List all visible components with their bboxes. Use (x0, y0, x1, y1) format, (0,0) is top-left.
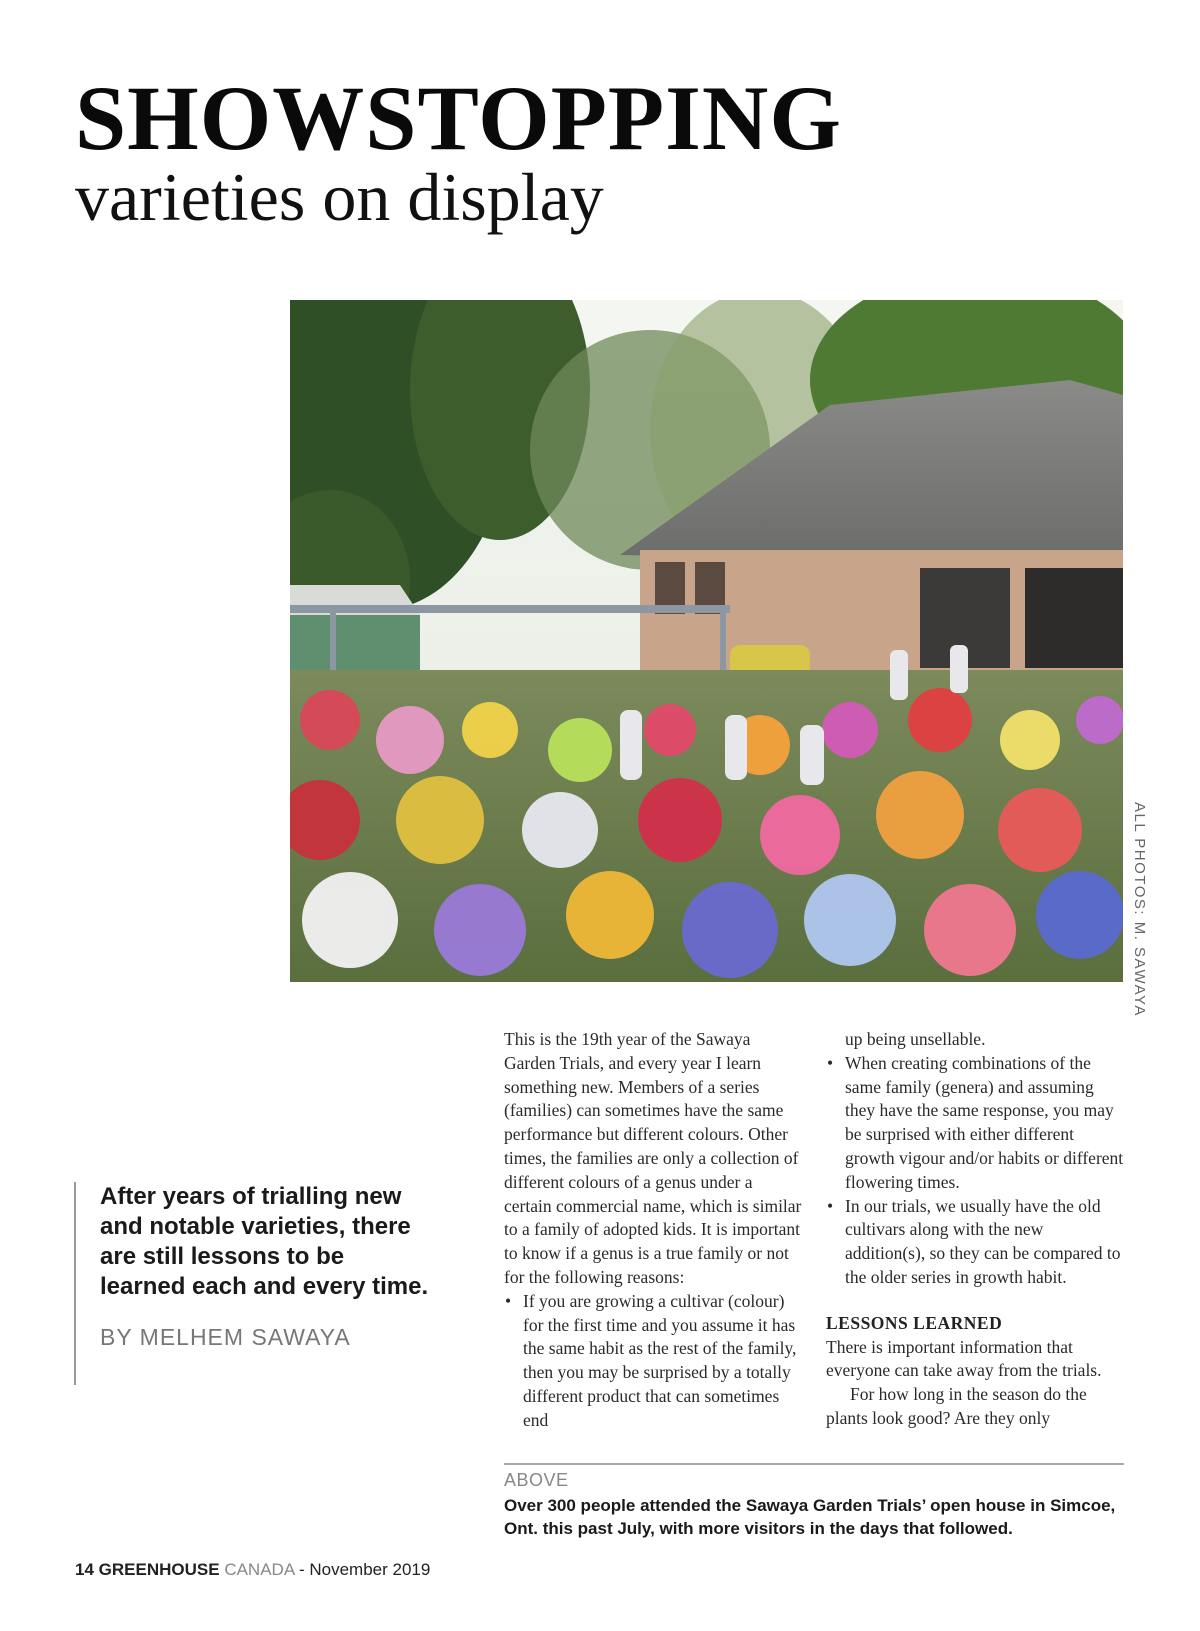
photo-credit (1128, 802, 1150, 1017)
garden-trials-photo (290, 300, 1123, 982)
headline: SHOWSTOPPING (75, 67, 842, 169)
pull-quote: After years of trialling new and notable varieties, there are still lessons to be learned each and every time. (100, 1183, 429, 1300)
issue-date: - November 2019 (298, 1560, 431, 1579)
caption-label: ABOVE (504, 1470, 569, 1490)
reasons-list-continued (826, 1052, 1124, 1290)
reasons-list (504, 1290, 802, 1433)
page-footer (75, 1560, 430, 1580)
page-number: 14 (75, 1560, 94, 1579)
lessons-paragraph-2: For how long in the season do the plants look good? Are they only (826, 1384, 1087, 1428)
continued-text: up being unsellable. (845, 1029, 986, 1049)
list-item: • When creating combinations of the same family (genera) and assuming they have the same response, you may be surprised with either different growth vigour and/or habits or different flowering times. (826, 1052, 1124, 1195)
intro-paragraph: This is the 19th year of the Sawaya Garden Trials, and every year I learn something new. Members of a series (families) can sometimes have the same performance but different colours. Other times, the families are only a collection of different colours of a genus under a certain commercial name, which is similar to a family of adopted kids. It is important to know if a genus is a true family or not for the following reasons: (504, 1029, 802, 1287)
body-column-1 (504, 1028, 802, 1433)
body-column-2 (826, 1028, 1124, 1431)
section-heading: LESSONS LEARNED (826, 1312, 1003, 1333)
lessons-paragraph: There is important information that everyone can take away from the trials. (826, 1336, 1102, 1381)
photo-credit-text: ALL PHOTOS: M. SAWAYA (1131, 802, 1148, 1017)
magazine-name-light: CANADA (224, 1560, 295, 1579)
magazine-name: GREENHOUSE (98, 1560, 220, 1579)
list-item: • In our trials, we usually have the old cultivars along with the new addition(s), so they can be compared to the older series in growth habit. (826, 1195, 1124, 1290)
caption-divider (504, 1463, 1124, 1465)
list-item: • If you are growing a cultivar (colour) for the first time and you assume it has the same habit as the rest of the family, then you may be surprised by a totally different product that can sometimes end (504, 1290, 802, 1433)
subheadline: varieties on display (75, 159, 604, 235)
byline: BY MELHEM SAWAYA (100, 1324, 351, 1350)
pull-quote-block (74, 1182, 430, 1385)
photo-caption: Over 300 people attended the Sawaya Garden Trials’ open house in Simcoe, Ont. this past July, with more visitors in the days that followed. (504, 1496, 1116, 1538)
